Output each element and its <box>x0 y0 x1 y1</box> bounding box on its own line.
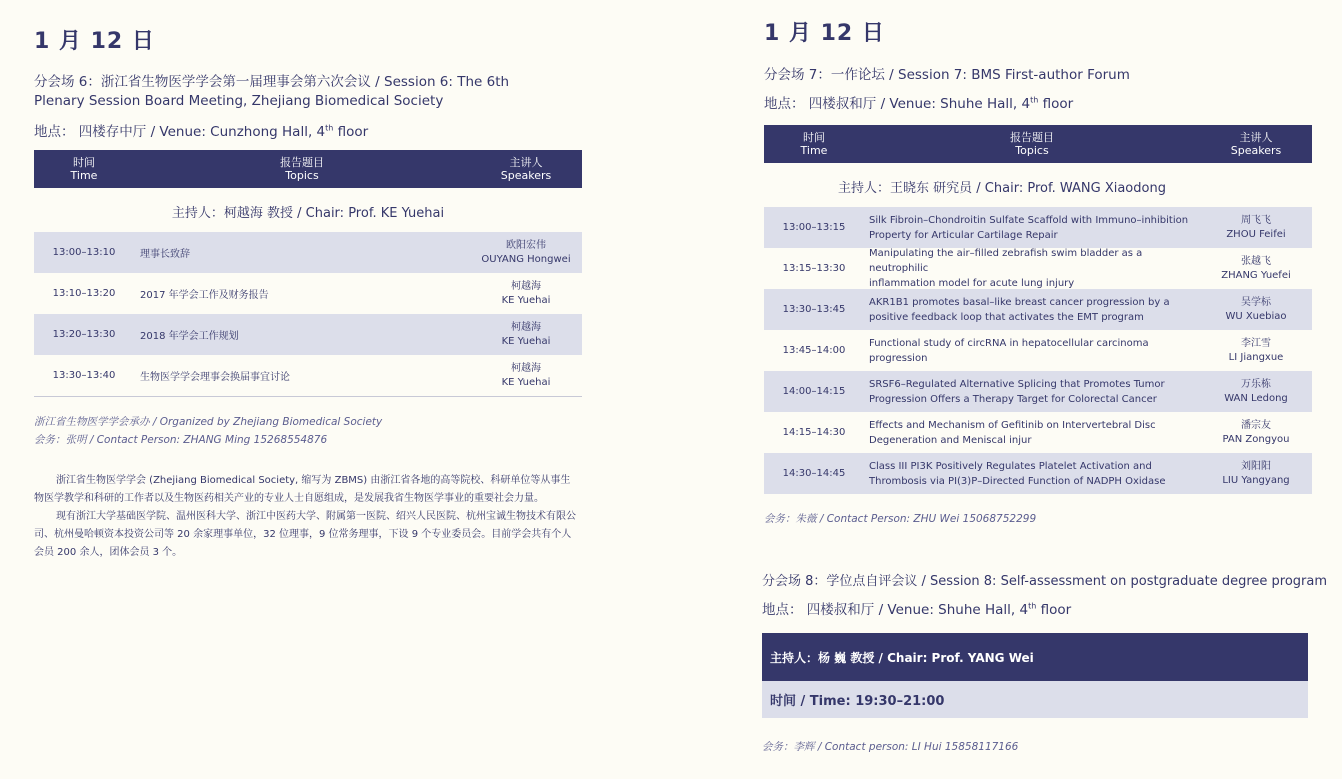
venue-sup: th <box>1028 601 1037 611</box>
row-topic <box>864 246 1200 291</box>
table-row <box>764 412 1312 453</box>
session-6-chair: 主持人：柯越海 教授 / Chair: Prof. KE Yuehai <box>171 206 445 221</box>
speaker-en: KE Yuehai <box>501 376 551 388</box>
table-row <box>34 314 582 355</box>
table-header <box>764 125 1312 163</box>
header-speakers-en: Speakers <box>1230 144 1282 157</box>
row-topic: 生物医学学会理事会换届事宜讨论 <box>140 372 290 383</box>
header-speakers-cn: 主讲人 <box>509 156 543 169</box>
header-time <box>34 156 134 182</box>
topic-line: Functional study of circRNA in hepatocellular carcinoma <box>869 337 1149 349</box>
speaker-en: KE Yuehai <box>501 335 551 347</box>
venue-tail: floor <box>333 124 369 140</box>
row-time: 14:00–14:15 <box>782 386 846 397</box>
header-topics-cn: 报告题目 <box>280 156 324 169</box>
session-6-contact: 会务：张明 / Contact Person: ZHANG Ming 15268554876 <box>34 434 328 446</box>
speaker-en: ZHANG Yuefei <box>1221 269 1291 281</box>
speaker-en: LI Jiangxue <box>1228 351 1284 363</box>
header-topics <box>134 156 470 182</box>
table-row <box>34 232 582 273</box>
venue-sup: th <box>325 123 334 133</box>
row-time: 13:10–13:20 <box>52 288 116 299</box>
speaker-cn: 柯越海 <box>511 321 541 333</box>
row-topic: 2018 年学会工作规划 <box>140 331 239 342</box>
row-topic <box>864 295 1200 325</box>
speaker-en: WU Xuebiao <box>1225 310 1287 322</box>
topic-line: Manipulating the air–filled zebrafish swim bladder as a neutrophilic <box>869 248 1143 274</box>
row-time: 13:00–13:15 <box>782 222 846 233</box>
row-speaker <box>470 239 582 267</box>
header-speakers <box>1200 131 1312 157</box>
session-8-title: 分会场 8：学位点自评会议 / Session 8: Self-assessment on postgraduate degree program <box>762 574 1327 589</box>
row-topic <box>864 336 1200 366</box>
session-6-table-body <box>34 232 582 397</box>
table-row <box>34 355 582 397</box>
speaker-cn: 潘宗友 <box>1241 419 1271 431</box>
row-speaker <box>1200 460 1312 488</box>
topic-line: positive feedback loop that activates the EMT program <box>869 311 1144 323</box>
speaker-en: OUYANG Hongwei <box>481 253 571 265</box>
row-time: 13:20–13:30 <box>52 329 116 340</box>
session-7-chair: 主持人：王晓东 研究员 / Chair: Prof. WANG Xiaodong <box>838 181 1166 196</box>
row-time: 13:30–13:45 <box>782 304 846 315</box>
header-topics-en: Topics <box>285 169 319 182</box>
table-row <box>34 273 582 314</box>
row-speaker <box>1200 419 1312 447</box>
speaker-cn: 刘阳阳 <box>1241 460 1271 472</box>
row-time: 14:15–14:30 <box>782 427 846 438</box>
topic-line: Thrombosis via PI(3)P–Directed Function of NADPH Oxidase <box>869 475 1166 487</box>
table-header <box>34 150 582 188</box>
session-6-venue <box>34 120 368 140</box>
header-topics-en: Topics <box>1015 144 1049 157</box>
speaker-cn: 张越飞 <box>1241 255 1271 267</box>
topic-line: AKR1B1 promotes basal–like breast cancer progression by a <box>869 296 1170 308</box>
topic-line: Silk Fibroin–Chondroitin Sulfate Scaffold with Immuno–inhibition <box>869 214 1189 226</box>
row-speaker <box>470 321 582 349</box>
row-speaker <box>470 362 582 390</box>
topic-line: inflammation model for acute lung injury <box>869 278 1075 289</box>
session-7-venue <box>764 92 1073 112</box>
session-6-title <box>34 73 582 111</box>
row-topic: 理事长致辞 <box>140 249 190 260</box>
date-heading: 1 月 12 日 <box>764 21 885 46</box>
row-speaker <box>1200 378 1312 406</box>
table-row <box>764 207 1312 248</box>
header-time-cn: 时间 <box>73 156 95 169</box>
organizer-note: 浙江省生物医学学会承办 / Organized by Zhejiang Biomedical Society <box>34 416 383 428</box>
session-6-title-line1: 分会场 6：浙江省生物医学学会第一届理事会第六次会议 / Session 6: The 6th <box>34 74 510 90</box>
row-speaker <box>1200 337 1312 365</box>
session-7-contact: 会务：朱薇 / Contact Person: ZHU Wei 15068752299 <box>764 513 1037 525</box>
header-time-en: Time <box>800 144 828 157</box>
row-speaker <box>470 280 582 308</box>
row-topic: 2017 年学会工作及财务报告 <box>140 290 269 301</box>
society-description <box>34 472 578 562</box>
header-topics-cn: 报告题目 <box>1010 131 1054 144</box>
header-time-en: Time <box>70 169 98 182</box>
row-topic <box>864 213 1200 243</box>
topic-line: Effects and Mechanism of Gefitinib on Intervertebral Disc <box>869 419 1156 431</box>
venue-text: 地点： 四楼叔和厅 / Venue: Shuhe Hall, 4 <box>764 96 1031 112</box>
speaker-en: LIU Yangyang <box>1222 474 1290 486</box>
speaker-cn: 柯越海 <box>511 362 541 374</box>
header-speakers-cn: 主讲人 <box>1239 131 1273 144</box>
speaker-en: KE Yuehai <box>501 294 551 306</box>
topic-line: Degeneration and Meniscal injur <box>869 434 1032 446</box>
table-row <box>764 248 1312 289</box>
session-8-venue <box>762 598 1071 618</box>
speaker-cn: 李江雪 <box>1241 337 1271 349</box>
speaker-en: PAN Zongyou <box>1222 433 1290 445</box>
speaker-cn: 万乐栋 <box>1241 378 1271 390</box>
row-topic <box>864 418 1200 448</box>
topic-line: Property for Articular Cartilage Repair <box>869 229 1058 241</box>
header-topics <box>864 131 1200 157</box>
speaker-cn: 吴学标 <box>1241 296 1271 308</box>
venue-sup: th <box>1030 95 1039 105</box>
row-speaker <box>1200 214 1312 242</box>
row-speaker <box>1200 296 1312 324</box>
header-speakers-en: Speakers <box>500 169 552 182</box>
speaker-cn: 欧阳宏伟 <box>506 239 546 251</box>
description-paragraph-2: 现有浙江大学基础医学院、温州医科大学、浙江中医药大学、附属第一医院、绍兴人民医院、杭州宝诚生物技术有限公司、杭州曼哈顿资本投资公司等 20 余家理事单位，32 位理事，9 位常务理事，下设 9 个专业委员会。目前学会共有个人会员 200 余人，团体会员 3 个。 <box>34 511 576 558</box>
table-row <box>764 330 1312 371</box>
session-8-chair: 主持人：杨 巍 教授 / Chair: Prof. YANG Wei <box>762 633 1308 681</box>
row-time: 13:45–14:00 <box>782 345 846 356</box>
row-time: 13:30–13:40 <box>52 370 116 381</box>
session-6-title-line2: Plenary Session Board Meeting, Zhejiang Biomedical Society <box>34 93 444 109</box>
topic-line: progression <box>869 352 928 364</box>
session-7-title: 分会场 7：一作论坛 / Session 7: BMS First-author Forum <box>764 67 1130 83</box>
header-time-cn: 时间 <box>803 131 825 144</box>
venue-tail: floor <box>1038 96 1074 112</box>
topic-line: SRSF6–Regulated Alternative Splicing that Promotes Tumor <box>869 378 1165 390</box>
row-topic <box>864 377 1200 407</box>
row-topic <box>864 459 1200 489</box>
row-time: 13:00–13:10 <box>52 247 116 258</box>
row-time: 14:30–14:45 <box>782 468 846 479</box>
date-heading: 1 月 12 日 <box>34 29 155 54</box>
header-time <box>764 131 864 157</box>
session-8-contact: 会务：李辉 / Contact person: LI Hui 15858117166 <box>762 741 1019 753</box>
description-paragraph-1: 浙江省生物医学学会 (Zhejiang Biomedical Society, 缩写为 ZBMS) 由浙江省各地的高等院校、科研单位等从事生物医学教学和科研的工作者以及生物医药相关产业的专业人士自愿组成，是发展我省生物医学事业的重要社会力量。 <box>34 475 571 504</box>
header-speakers <box>470 156 582 182</box>
session-8-time: 时间 / Time: 19:30–21:00 <box>762 681 1308 718</box>
session-7-table-body <box>764 207 1312 494</box>
speaker-cn: 周飞飞 <box>1241 214 1271 226</box>
table-row <box>764 371 1312 412</box>
venue-text: 地点： 四楼存中厅 / Venue: Cunzhong Hall, 4 <box>34 124 326 140</box>
table-row <box>764 289 1312 330</box>
row-time: 13:15–13:30 <box>782 263 846 274</box>
speaker-en: WAN Ledong <box>1224 392 1288 404</box>
speaker-cn: 柯越海 <box>511 280 541 292</box>
venue-tail: floor <box>1036 602 1072 618</box>
topic-line: Progression Offers a Therapy Target for Colorectal Cancer <box>869 393 1157 405</box>
topic-line: Class III PI3K Positively Regulates Platelet Activation and <box>869 460 1152 472</box>
speaker-en: ZHOU Feifei <box>1226 228 1286 240</box>
row-speaker <box>1200 255 1312 283</box>
venue-text: 地点： 四楼叔和厅 / Venue: Shuhe Hall, 4 <box>762 602 1029 618</box>
table-row <box>764 453 1312 494</box>
